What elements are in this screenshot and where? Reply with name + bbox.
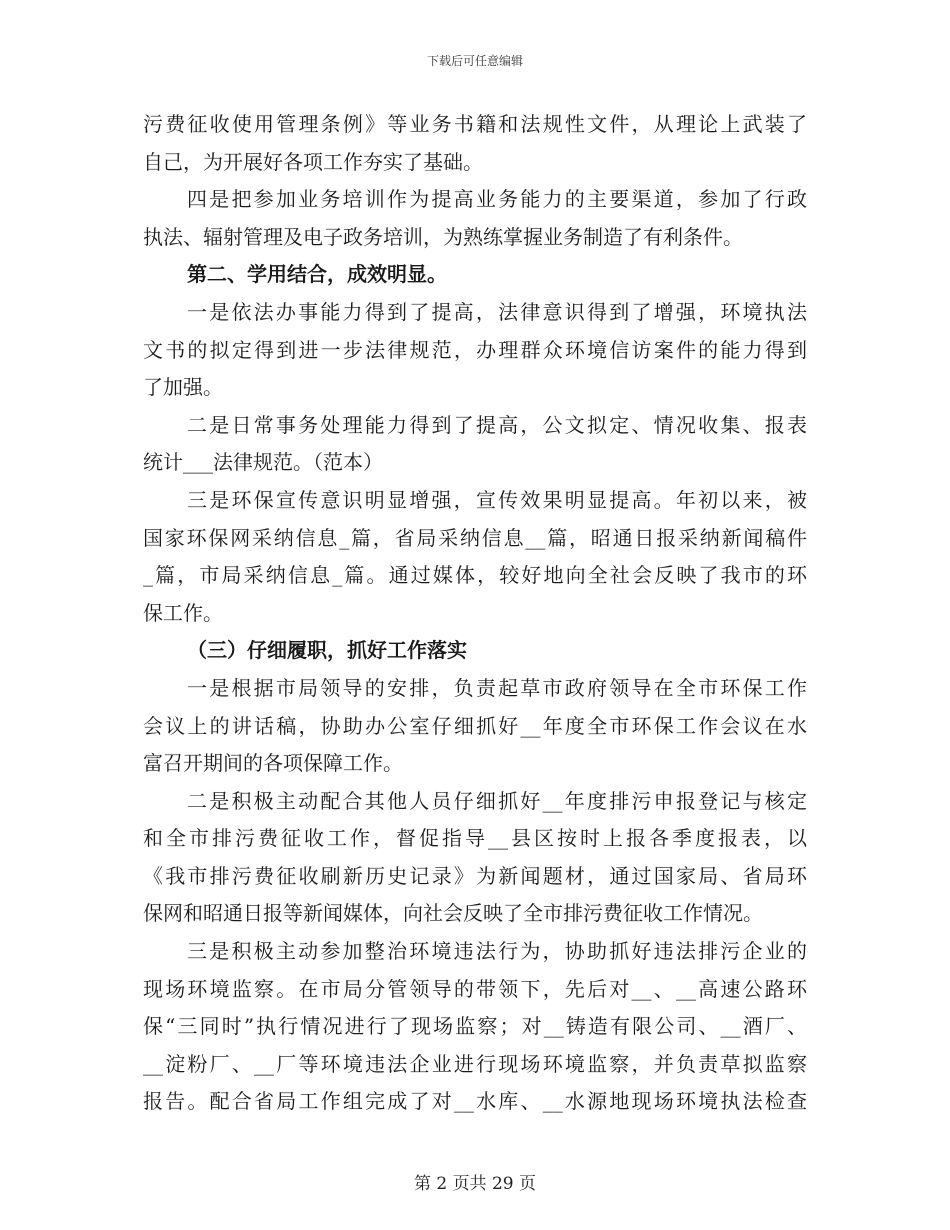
text-line: 二是日常事务处理能力得到了提高，公文拟定、情况收集、报表 [187,412,807,437]
paragraph [143,106,807,181]
text-line: 报告。配合省局工作组完成了对__水库、__水源地现场环境执法检查 [143,1089,807,1114]
text-line: 自己，为开展好各项工作夯实了基础。 [143,149,483,174]
text-line: 保网和昭通日报等新闻媒体，向社会反映了全市排污费征收工作情况。 [143,901,763,926]
text-line: 和全市排污费征收工作，督促指导__县区按时上报各季度报表，以 [143,826,807,851]
paragraph [143,482,807,632]
section-heading [143,256,807,294]
text-line: 了加强。 [143,375,223,400]
text-line: 富召开期间的各项保障工作。 [143,751,403,776]
text-line: 三是环保宣传意识明显增强，宣传效果明显提高。年初以来，被 [187,487,807,512]
page-header: 下载后可任意编辑 [426,54,523,68]
text-line: 统计___法律规范。（范本） [143,450,383,475]
text-line: （三）仔细履职，抓好工作落实 [187,638,467,663]
text-line: 第二、学用结合，成效明显。 [187,262,447,287]
section-heading [143,632,807,670]
paragraph [143,670,807,783]
text-line: 污费征收使用管理条例》等业务书籍和法规性文件，从理论上武装了 [143,112,807,136]
paragraph [143,181,807,256]
text-line: _篇，市局采纳信息_篇。通过媒体，较好地向全社会反映了我市的环 [143,563,807,588]
paragraph [143,407,807,482]
text-line: 一是根据市局领导的安排，负责起草市政府领导在全市环保工作 [187,675,807,700]
paragraph [143,294,807,407]
text-line: __淀粉厂、__厂等环境违法企业进行现场环境监察，并负责草拟监察 [143,1051,807,1076]
document-body [143,106,807,1121]
text-line: 保工作。 [143,600,223,625]
text-line: 现场环境监察。在市局分管领导的带领下，先后对__、__高速公路环 [143,976,807,1001]
text-line: 三是积极主动参加整治环境违法行为，协助抓好违法排污企业的 [187,939,807,964]
text-line: 二是积极主动配合其他人员仔细抓好__年度排污申报登记与核定 [187,788,807,813]
text-line: 保“三同时”执行情况进行了现场监察；对__铸造有限公司、__酒厂、 [143,1014,807,1039]
text-line: 会议上的讲话稿，协助办公室仔细抓好__年度全市环保工作会议在水 [143,713,807,738]
text-line: 《我市排污费征收刷新历史记录》为新闻题材，通过国家局、省局环 [143,863,807,888]
paragraph [143,933,807,1121]
text-line: 四是把参加业务培训作为提高业务能力的主要渠道，参加了行政 [187,187,807,212]
text-line: 一是依法办事能力得到了提高，法律意识得到了增强，环境执法 [187,299,807,324]
page-number: 第 2 页共 29 页 [413,1174,537,1194]
paragraph [143,783,807,933]
text-line: 文书的拟定得到进一步法律规范，办理群众环境信访案件的能力得到 [143,337,807,362]
text-line: 执法、辐射管理及电子政务培训，为熟练掌握业务制造了有利条件。 [143,224,743,249]
text-line: 国家环保网采纳信息_篇，省局采纳信息__篇，昭通日报采纳新闻稿件 [143,525,807,550]
